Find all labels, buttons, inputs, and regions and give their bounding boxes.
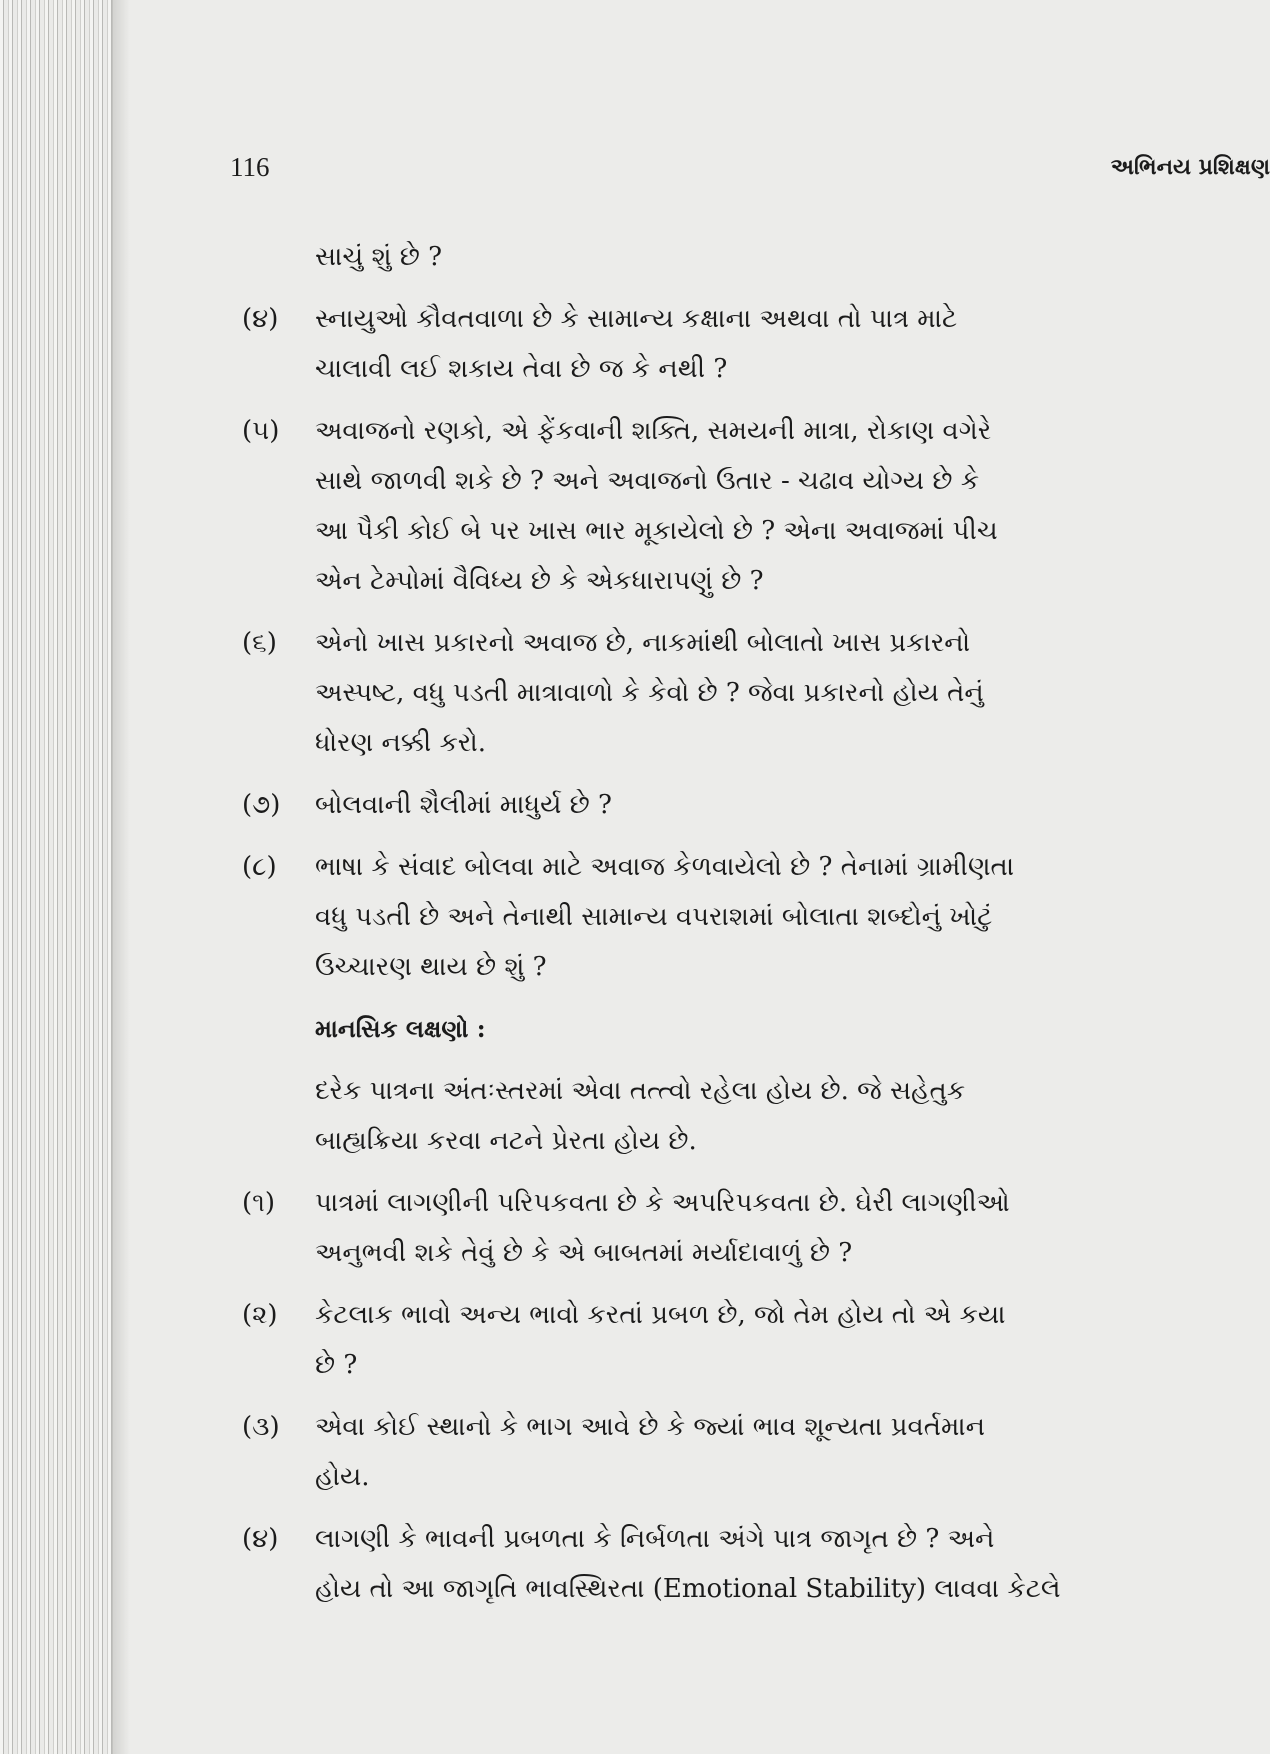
continued-line: સાચું શું છે ? bbox=[315, 242, 443, 272]
item-number: (૪) bbox=[242, 304, 279, 334]
item-line: ચાલાવી લઈ શકાય તેવા છે જ કે નથી ? bbox=[315, 354, 728, 384]
intro-line: દરેક પાત્રના અંતઃસ્તરમાં એવા તત્ત્વો રહેલા હોય છે. જે સહેતુક bbox=[315, 1076, 966, 1106]
list-item bbox=[230, 294, 1270, 394]
item-line: અવાજનો રણકો, એ ફેંકવાની શક્તિ, સમયની માત્રા, રોકાણ વગેરે bbox=[315, 416, 992, 446]
item-line: કેટલાક ભાવો અન્ય ભાવો કરતાં પ્રબળ છે, જો તેમ હોય તો એ કયા bbox=[315, 1300, 1006, 1330]
intro-line: બાહ્યક્રિયા કરવા નટને પ્રેરતા હોય છે. bbox=[315, 1126, 697, 1156]
item-number: (૮) bbox=[242, 852, 277, 882]
list-item bbox=[230, 780, 1270, 830]
book-page bbox=[130, 0, 1270, 1754]
item-number: (૪) bbox=[242, 1524, 279, 1554]
page-body bbox=[230, 232, 1270, 1614]
item-line: પાત્રમાં લાગણીની પરિપકવતા છે કે અપરિપકવતા છે. ઘેરી લાગણીઓ bbox=[315, 1188, 1010, 1218]
item-line: અસ્પષ્ટ, વધુ પડતી માત્રાવાળો કે કેવો છે ? જેવા પ્રકારનો હોય તેનું bbox=[315, 678, 984, 708]
item-number: (૫) bbox=[242, 416, 280, 446]
section-heading: માનસિક લક્ષણો : bbox=[315, 1014, 486, 1043]
item-line: હોય. bbox=[315, 1462, 370, 1492]
section-intro bbox=[230, 1066, 1270, 1166]
item-line: અનુભવી શકે તેવું છે કે એ બાબતમાં મર્યાદાવાળું છે ? bbox=[315, 1238, 853, 1268]
list-item bbox=[230, 1514, 1270, 1614]
item-line: છે ? bbox=[315, 1350, 358, 1380]
item-line: એવા કોઈ સ્થાનો કે ભાગ આવે છે કે જ્યાં ભાવ શૂન્યતા પ્રવર્તમાન bbox=[315, 1412, 986, 1442]
item-line: બોલવાની શૈલીમાં માધુર્ય છે ? bbox=[315, 790, 612, 820]
list-item bbox=[230, 1402, 1270, 1502]
item-line: સાથે જાળવી શકે છે ? અને અવાજનો ઉતાર - ચઢાવ યોગ્ય છે કે bbox=[315, 466, 980, 496]
page-number: 116 bbox=[230, 152, 270, 182]
item-number: (૨) bbox=[242, 1300, 278, 1330]
item-line: લાગણી કે ભાવની પ્રબળતા કે નિર્બળતા અંગે પાત્ર જાગૃત છે ? અને bbox=[315, 1524, 995, 1554]
item-line: ધોરણ નક્કી કરો. bbox=[315, 728, 487, 758]
item-number: (૩) bbox=[242, 1412, 280, 1442]
item-line: આ પૈકી કોઈ બે પર ખાસ ભાર મૂકાયેલો છે ? એના અવાજમાં પીચ bbox=[315, 516, 998, 546]
list-item bbox=[230, 1290, 1270, 1390]
item-line: ભાષા કે સંવાદ બોલવા માટે અવાજ કેળવાયેલો છે ? તેનામાં ગ્રામીણતા bbox=[315, 852, 1015, 882]
item-number: (૧) bbox=[242, 1188, 276, 1218]
item-line: ઉચ્ચારણ થાય છે શું ? bbox=[315, 952, 547, 982]
item-line: હોય તો આ જાગૃતિ ભાવસ્થિરતા (Emotional Stability) લાવવા કેટલે bbox=[315, 1574, 1061, 1604]
running-head: અભિનય પ્રશિક્ષણ bbox=[1110, 154, 1270, 180]
list-item bbox=[230, 618, 1270, 768]
item-line: એન ટેમ્પોમાં વૈવિધ્ય છે કે એકધારાપણું છે ? bbox=[315, 566, 764, 596]
list-item bbox=[230, 1178, 1270, 1278]
book-page-edges bbox=[0, 0, 113, 1754]
item-line: એનો ખાસ પ્રકારનો અવાજ છે, નાકમાંથી બોલાતો ખાસ પ્રકારનો bbox=[315, 628, 971, 658]
item-line: વધુ પડતી છે અને તેનાથી સામાન્ય વપરાશમાં બોલાતા શબ્દોનું ખોટું bbox=[315, 902, 993, 932]
list-item bbox=[230, 406, 1270, 606]
item-number: (૭) bbox=[242, 790, 281, 820]
item-line: સ્નાયુઓ કૌવતવાળા છે કે સામાન્ય કક્ષાના અથવા તો પાત્ર માટે bbox=[315, 304, 958, 334]
item-number: (૬) bbox=[242, 628, 277, 658]
list-item bbox=[230, 842, 1270, 992]
